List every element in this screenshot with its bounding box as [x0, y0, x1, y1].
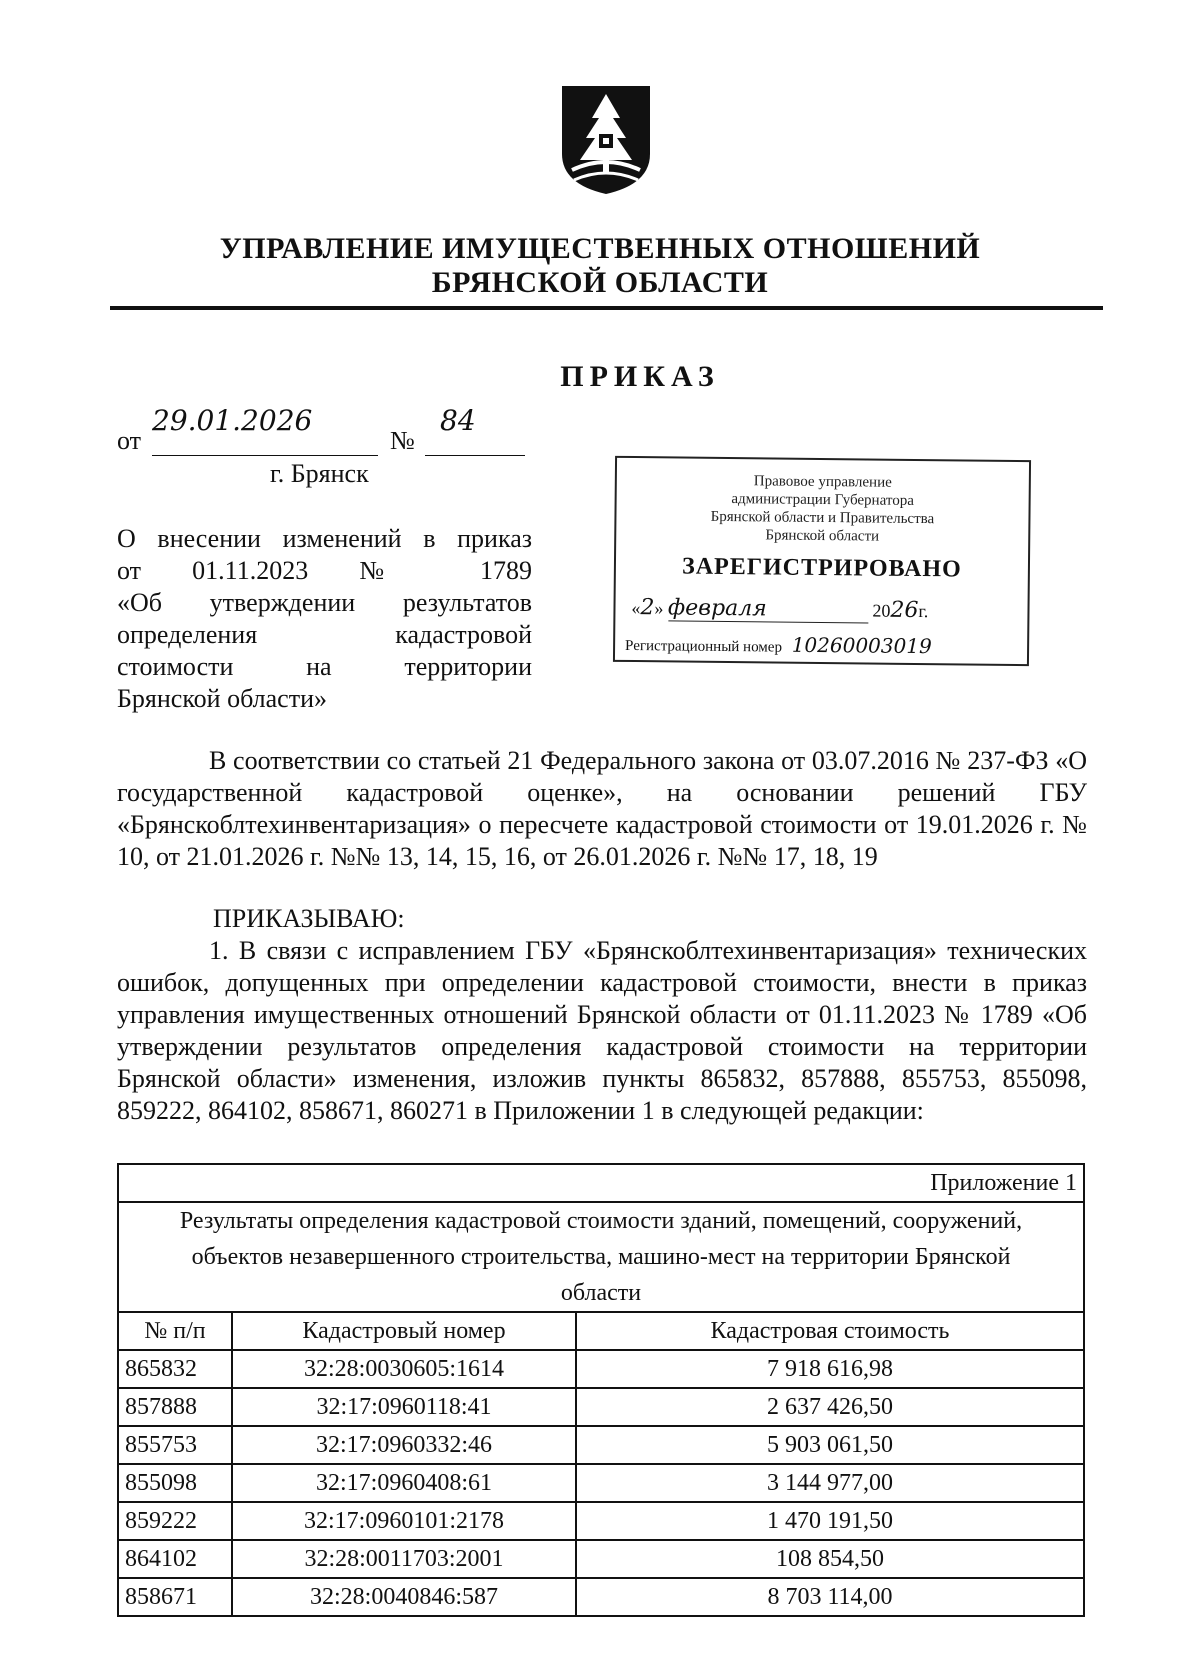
- appendix-label: Приложение 1: [118, 1164, 1084, 1202]
- org-name-line2: БРЯНСКОЙ ОБЛАСТИ: [431, 266, 769, 299]
- stamp-day: 2: [640, 595, 655, 621]
- stamp-year-unit: г.: [918, 601, 929, 622]
- cadastral-number-cell: 32:28:0030605:1614: [232, 1350, 576, 1388]
- stamp-date-line: «2» февраля 2026г.: [631, 595, 929, 624]
- cadastral-table: [117, 1163, 1085, 1617]
- cadastral-number-cell: 32:17:0960101:2178: [232, 1502, 576, 1540]
- table-row: [118, 1502, 1084, 1540]
- order-word: ПРИКАЗЫВАЮ:: [213, 904, 405, 933]
- stamp-registered: ЗАРЕГИСТРИРОВАНО: [681, 553, 962, 583]
- number-label: №: [390, 426, 415, 455]
- cadastral-value-cell: 2 637 426,50: [576, 1388, 1084, 1426]
- row-index-cell: 855753: [118, 1426, 232, 1464]
- table-row: [118, 1164, 1084, 1202]
- row-index-cell: 857888: [118, 1388, 232, 1426]
- cadastral-value-cell: 5 903 061,50: [576, 1426, 1084, 1464]
- cadastral-number-cell: 32:28:0011703:2001: [232, 1540, 576, 1578]
- column-header: № п/п: [118, 1312, 232, 1350]
- city: г. Брянск: [270, 459, 369, 488]
- stamp-reg-number: 10260003019: [791, 632, 932, 659]
- cadastral-number-cell: 32:17:0960118:41: [232, 1388, 576, 1426]
- date-underline: [152, 455, 378, 456]
- table-row: [118, 1578, 1084, 1616]
- table-row: [118, 1350, 1084, 1388]
- order-number: 84: [440, 404, 476, 437]
- column-header: Кадастровая стоимость: [576, 1312, 1084, 1350]
- cadastral-value-cell: 1 470 191,50: [576, 1502, 1084, 1540]
- table-row: [118, 1426, 1084, 1464]
- cadastral-value-cell: 7 918 616,98: [576, 1350, 1084, 1388]
- subject-line: Брянской области»: [117, 684, 327, 713]
- cadastral-number-cell: 32:28:0040846:587: [232, 1578, 576, 1616]
- row-index-cell: 858671: [118, 1578, 232, 1616]
- preamble: В соответствии со статьей 21 Федерального закона от 03.07.2016 № 237-ФЗ «О государственной кадастровой оценке», на основании решений ГБУ «Брянскоблтехинвентаризация» о пересчете кадастровой стоимости от 19.01.2026 г. № 10, от 21.01.2026 г. №№ 13, 14, 15, 16, от 26.01.2026 г. №№ 17, 18, 19: [117, 746, 1087, 871]
- stamp-reg-label: Регистрационный номер: [625, 637, 783, 656]
- column-header: Кадастровый номер: [232, 1312, 576, 1350]
- subject-line: определения кадастровой: [117, 620, 532, 649]
- number-underline: [425, 455, 525, 456]
- cadastral-value-cell: 8 703 114,00: [576, 1578, 1084, 1616]
- row-index-cell: 855098: [118, 1464, 232, 1502]
- table-row: [118, 1540, 1084, 1578]
- cadastral-number-cell: 32:17:0960408:61: [232, 1464, 576, 1502]
- header-divider: [110, 306, 1103, 310]
- subject-line: от 01.11.2023 № 1789: [117, 556, 532, 585]
- table-header-row: [118, 1312, 1084, 1350]
- table-row: [118, 1388, 1084, 1426]
- registration-stamp: [613, 456, 1031, 666]
- stamp-year-prefix: 20: [872, 600, 891, 621]
- item-1: 1. В связи с исправлением ГБУ «Брянскоблтехинвентаризация» технических ошибок, допущенных при определении кадастровой стоимости, внести в приказ управления имущественных отношений Брянской области от 01.11.2023 № 1789 «Об утверждении результатов определения кадастровой стоимости на территории Брянской области» изменения, изложив пункты 865832, 857888, 855753, 855098, 859222, 864102, 858671, 860271 в Приложении 1 в следующей редакции:: [117, 936, 1087, 1125]
- table-row: [118, 1202, 1084, 1312]
- subject-line: О внесении изменений в приказ: [117, 524, 532, 553]
- table-caption: Результаты определения кадастровой стоимости зданий, помещений, сооружений, объектов незавершенного строительства, машино-мест на территории Брянской области: [118, 1202, 1084, 1312]
- stamp-line: Брянской области и Правительства: [710, 508, 935, 528]
- coat-of-arms-icon: [560, 84, 652, 196]
- row-index-cell: 865832: [118, 1350, 232, 1388]
- row-index-cell: 859222: [118, 1502, 232, 1540]
- cadastral-value-cell: 3 144 977,00: [576, 1464, 1084, 1502]
- table-row: [118, 1464, 1084, 1502]
- stamp-line: Брянской области: [765, 527, 880, 545]
- stamp-year-suffix: 26: [890, 597, 919, 624]
- cadastral-number-cell: 32:17:0960332:46: [232, 1426, 576, 1464]
- stamp-line: Правовое управление: [753, 473, 892, 491]
- org-name-line1: УПРАВЛЕНИЕ ИМУЩЕСТВЕННЫХ ОТНОШЕНИЙ: [219, 232, 981, 265]
- from-label: от: [117, 426, 142, 455]
- subject-line: стоимости на территории: [117, 652, 532, 681]
- stamp-number-line: [625, 631, 932, 658]
- row-index-cell: 864102: [118, 1540, 232, 1578]
- stamp-month: февраля: [668, 595, 868, 623]
- stamp-line: администрации Губернатора: [731, 491, 914, 509]
- subject-line: «Об утверждении результатов: [117, 588, 532, 617]
- order-date: 29.01.2026: [152, 404, 313, 437]
- document-title: ПРИКАЗ: [560, 360, 720, 393]
- cadastral-value-cell: 108 854,50: [576, 1540, 1084, 1578]
- order-subject: [117, 523, 532, 715]
